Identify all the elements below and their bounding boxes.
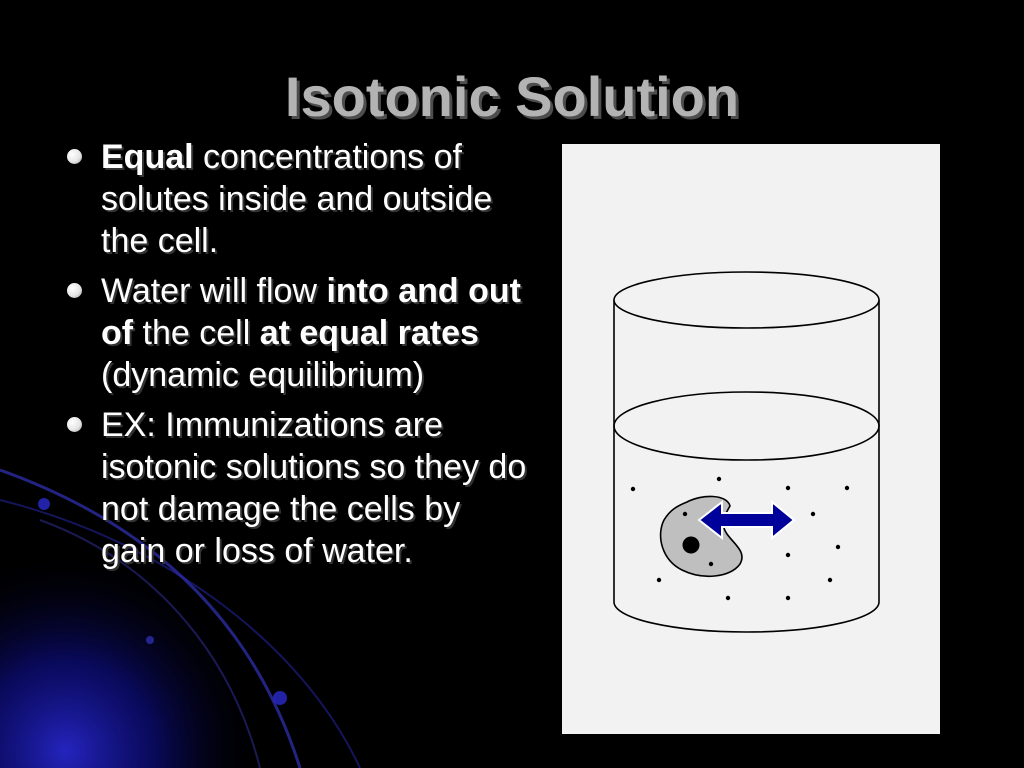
bullet-text: (dynamic equilibrium) — [101, 356, 425, 394]
bullet-item — [62, 404, 532, 572]
beaker-diagram-panel — [562, 144, 940, 734]
bullet-text-bold: Equal — [101, 138, 194, 176]
bullet-text: Water will flow — [101, 272, 327, 310]
bullet-text: the cell — [133, 314, 260, 352]
bullet-list — [62, 136, 532, 580]
bullet-icon — [67, 149, 82, 164]
bullet-text: concentrations of solutes inside and outside the cell. — [101, 138, 493, 260]
slide-title: Isotonic Solution — [284, 65, 740, 128]
bullet-item — [62, 136, 532, 262]
bullet-text-bold: into and out of — [101, 272, 521, 352]
cell-icon — [661, 496, 742, 576]
bullet-icon — [67, 283, 82, 298]
bullet-item — [62, 270, 532, 396]
bullet-text-bold: at equal rates — [259, 314, 479, 352]
beaker-diagram — [562, 144, 940, 734]
bullet-text: EX: Immunizations are isotonic solutions so they do not damage the cells by gain or loss of water. — [101, 406, 527, 570]
bullet-icon — [67, 417, 82, 432]
beaker-icon — [614, 272, 879, 632]
